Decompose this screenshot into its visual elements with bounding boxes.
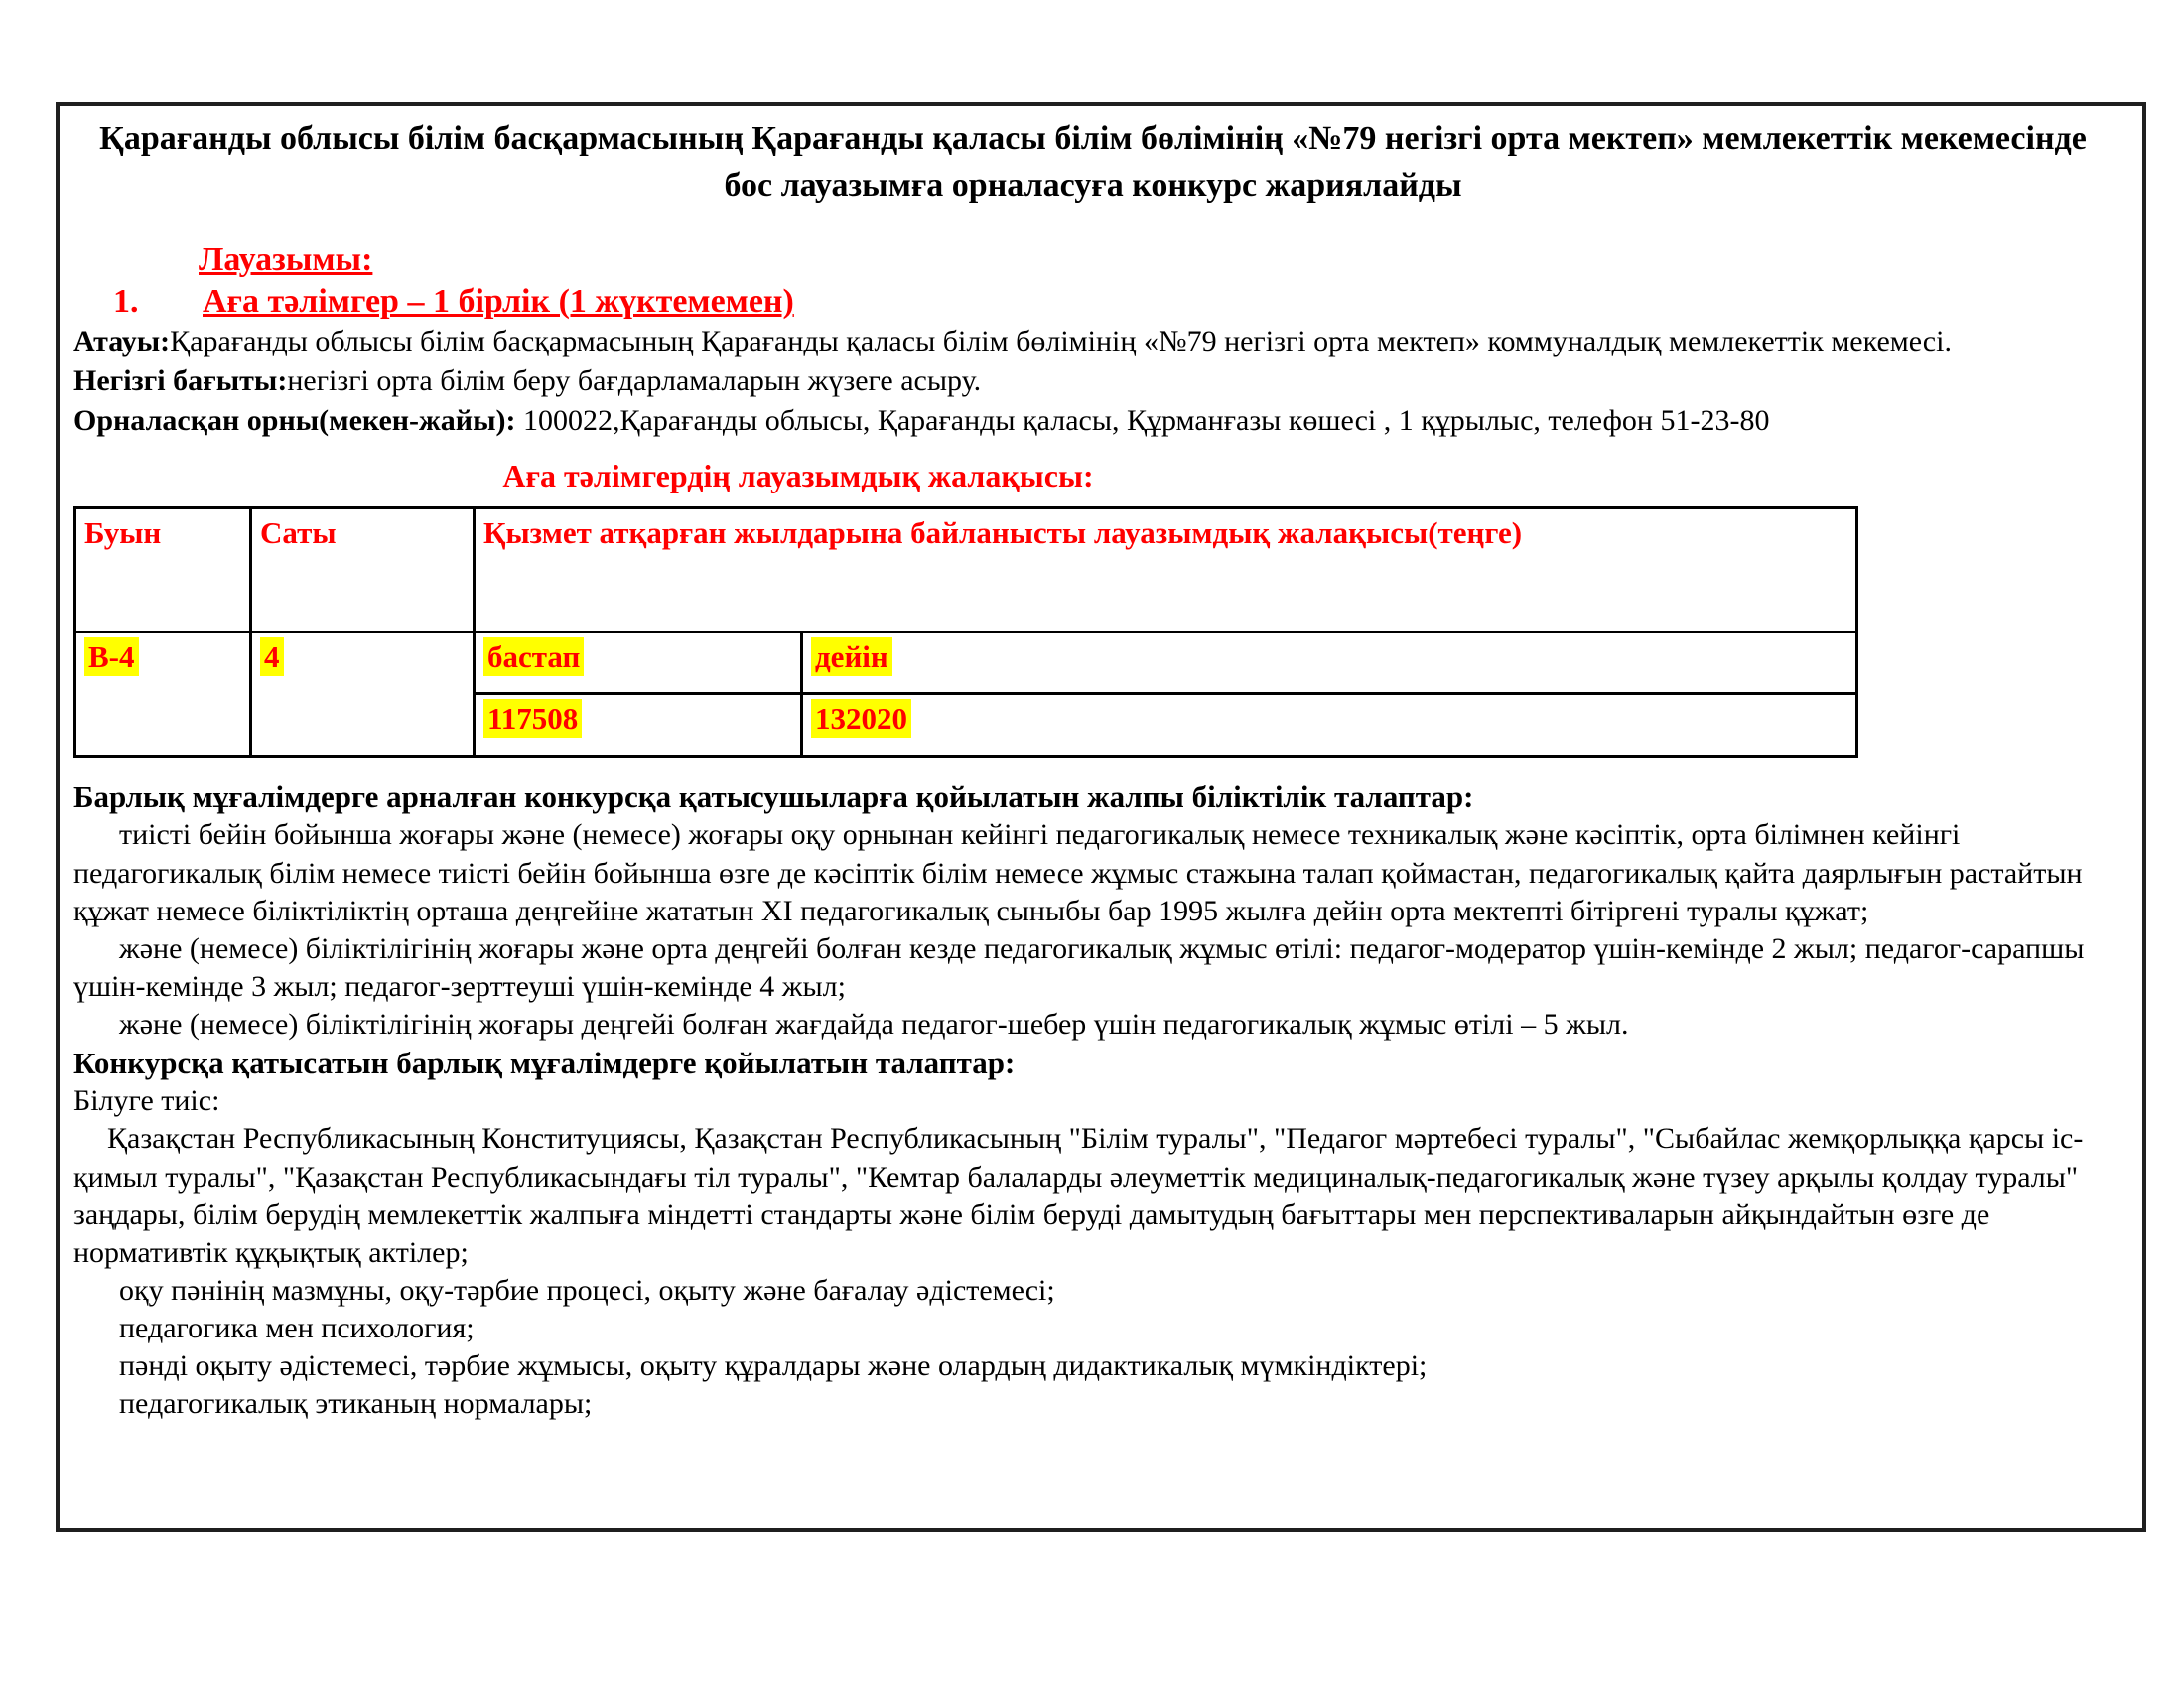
detail-direction-value: негізгі орта білім беру бағдарламаларын жүзеге асыру. <box>287 363 982 397</box>
detail-name <box>73 323 2113 360</box>
position-item-text: Аға тәлімгер – 1 бірлік (1 жүктемемен) <box>203 282 794 320</box>
salary-cell-buyn <box>75 633 251 757</box>
to-value: 132020 <box>811 699 911 738</box>
detail-name-label: Атауы: <box>73 324 171 357</box>
salary-cell-to-value <box>802 694 1857 757</box>
position-list-item <box>73 283 2113 321</box>
document-title-line1: Қарағанды облысы білім басқармасының Қарағанды қаласы білім бөлімінің «№79 негізгі орта мектеп» мемлекеттік мекемесінде <box>99 120 2087 157</box>
detail-address-label: Орналасқан орны(мекен-жайы): <box>73 404 516 437</box>
detail-address <box>73 402 2113 440</box>
document-page <box>56 102 2146 1532</box>
salary-table-heading: Аға тәлімгердің лауазымдық жалақысы: <box>502 458 1094 494</box>
must-know-item-3: пәнді оқыту әдістемесі, тәрбие жұмысы, оқыту құралдары және олардың дидактикалық мүмкіндіктері; <box>119 1349 1428 1383</box>
buyn-value: B-4 <box>84 637 139 676</box>
from-value: 117508 <box>483 699 582 738</box>
salary-cell-saty <box>251 633 475 757</box>
salary-col-header-salary: Қызмет атқарған жылдарына байланысты лауазымдық жалақысы(теңге) <box>475 508 1857 633</box>
detail-direction-label: Негізгі бағыты: <box>73 363 288 397</box>
must-know-item-4: педагогикалық этиканың нормалары; <box>119 1387 593 1421</box>
must-know-item-1: оқу пәнінің мазмұны, оқу-тәрбие процесі, оқыту және бағалау әдістемесі; <box>119 1273 1055 1307</box>
position-item-number: 1. <box>113 282 139 320</box>
general-requirements-heading: Барлық мұғалімдерге арналған конкурсқа қатысушыларға қойылатын жалпы біліктілік талаптар: <box>73 779 1474 815</box>
requirements-paragraph-2: және (немесе) біліктілігінің жоғары және орта деңгейі болған кезде педагогикалық жұмыс өтілі: педагог-модератор үшін-кемінде 2 жыл; педагог-сарапшы үшін-кемінде 3 жыл; педагог-зерттеуші үшін-кемінде 4 жыл; <box>73 931 2085 1003</box>
detail-direction <box>73 362 2113 400</box>
position-heading: Лауазымы: <box>199 240 373 278</box>
to-label: дейін <box>811 637 892 676</box>
salary-cell-from-label <box>475 633 802 694</box>
from-label: бастап <box>483 637 584 676</box>
salary-col-header-buyn: Буын <box>75 508 251 633</box>
requirements-paragraph-3: және (немесе) біліктілігінің жоғары деңгейі болған жағдайда педагог-шебер үшін педагогикалық жұмыс өтілі – 5 жыл. <box>119 1007 1629 1041</box>
detail-address-value: 100022,Қарағанды облысы, Қарағанды қаласы, Құрманғазы көшесі , 1 құрылыс, телефон 51-23-80 <box>515 404 1770 437</box>
saty-value: 4 <box>260 637 284 676</box>
must-know-item-2: педагогика мен психология; <box>119 1311 475 1344</box>
salary-table <box>73 506 1858 758</box>
must-know-label: Білуге тиіс: <box>73 1084 220 1118</box>
detail-name-value: Қарағанды облысы білім басқармасының Қарағанды қаласы білім бөлімінің «№79 негізгі орта мектеп» коммуналдық мемлекеттік мекемесі. <box>170 324 1952 357</box>
document-title <box>73 116 2113 210</box>
all-teachers-requirements-heading: Конкурсқа қатысатын барлық мұғалімдерге қойылатын талаптар: <box>73 1046 1016 1081</box>
must-know-laws-paragraph: Қазақстан Республикасының Конституциясы, Қазақстан Республикасының "Білім туралы", "Педагог мәртебесі туралы", "Сыбайлас жемқорлыққа қарсы іс-қимыл туралы", "Қазақстан Республикасындағы тіл туралы", "Кемтар балаларды әлеуметтік медициналық-педагогикалық және түзеу арқылы қолдау туралы" заңдары, білім берудің мемлекеттік жалпыға міндетті стандарты және білім беруді дамытудың бағыттары мен перспективаларын айқындайтын өзге де нормативтік құқықтық актілер; <box>73 1122 2084 1269</box>
document-title-line2: бос лауазымға орналасуға конкурс жариялайды <box>724 166 1462 204</box>
salary-col-header-saty: Саты <box>251 508 475 633</box>
salary-cell-from-value <box>475 694 802 757</box>
salary-cell-to-label <box>802 633 1857 694</box>
requirements-paragraph-1: тиісті бейін бойынша жоғары және (немесе) жоғары оқу орнынан кейінгі педагогикалық немесе техникалық және кәсіптік, орта білімнен кейінгі педагогикалық білім немесе тиісті бейін бойынша өзге де кәсіптік білім немесе жұмыс стажына талап қоймастан, педагогикалық қайта даярлығын растайтын құжат немесе біліктіліктің орташа деңгейіне жататын XI педагогикалық сыныбы бар 1995 жылға дейін орта мектепті бітіргені туралы құжат; <box>73 818 2083 927</box>
